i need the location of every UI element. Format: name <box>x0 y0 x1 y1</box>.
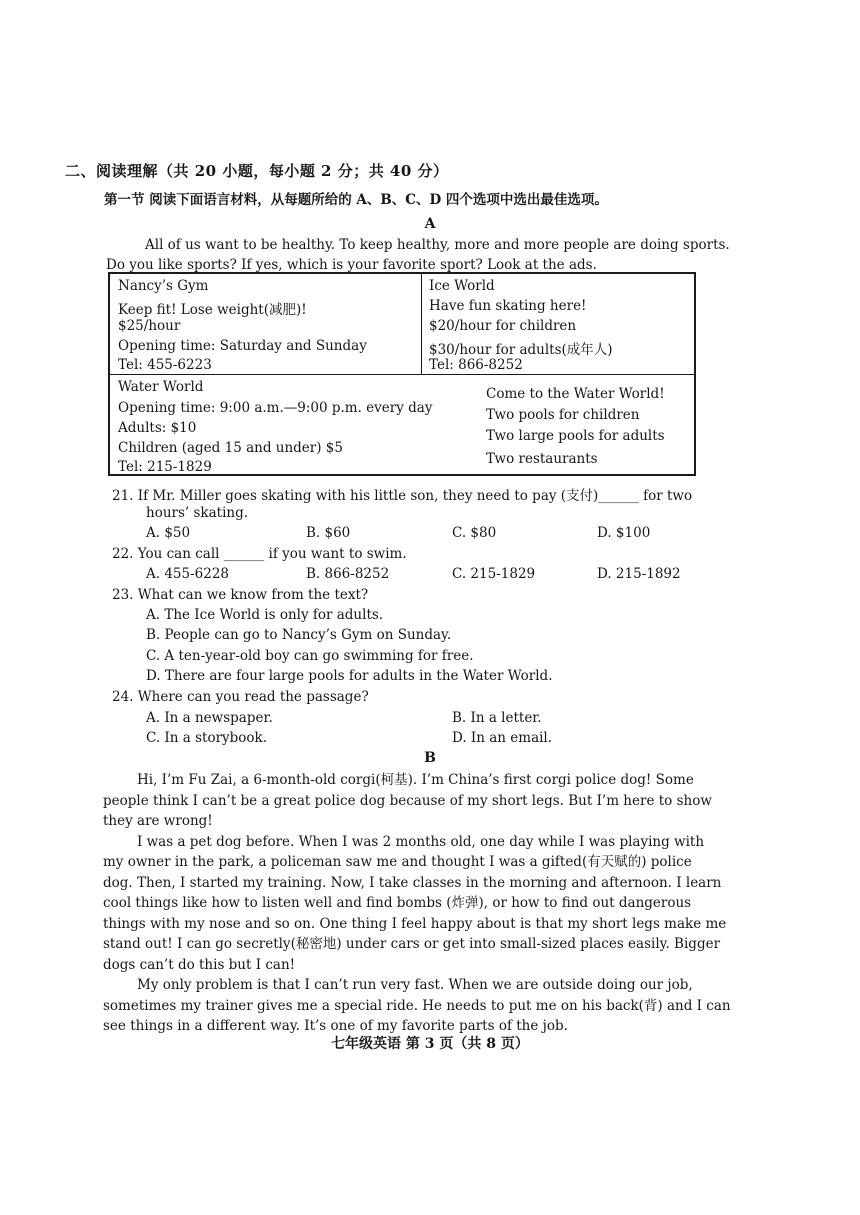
question-21-option-d[interactable]: D. $100 <box>597 525 651 541</box>
ice-world-name: Ice World <box>429 278 495 294</box>
water-world-slogan: Come to the Water World! <box>486 386 665 402</box>
nancy-gym-name: Nancy’s Gym <box>118 278 209 294</box>
passage-a-intro-1: All of us want to be healthy. To keep healthy, more and more people are doing sports. <box>145 237 730 253</box>
question-21-option-c[interactable]: C. $80 <box>452 525 497 541</box>
passage-b-line-3: they are wrong! <box>103 813 213 829</box>
question-22-option-a[interactable]: A. 455-6228 <box>146 566 230 582</box>
question-24-option-b[interactable]: B. In a letter. <box>452 710 542 726</box>
question-21-stem: 21. If Mr. Miller goes skating with his little son, they need to pay (支付)______ for two <box>112 488 693 504</box>
passage-b-line-10: dogs can’t do this but I can! <box>103 957 296 973</box>
passage-b-line-5: my owner in the park, a policeman saw me and thought I was a gifted(有天赋的) police <box>103 854 692 870</box>
water-world-restaurants: Two restaurants <box>486 451 598 467</box>
water-world-tel: Tel: 215-1829 <box>118 459 212 475</box>
question-23-option-b[interactable]: B. People can go to Nancy’s Gym on Sunday. <box>146 627 452 643</box>
ice-world-child-price: $20/hour for children <box>429 318 577 334</box>
page-footer: 七年级英语 第 3 页（共 8 页） <box>331 1036 529 1052</box>
question-23-option-a[interactable]: A. The Ice World is only for adults. <box>146 607 384 623</box>
question-22-option-c[interactable]: C. 215-1829 <box>452 566 536 582</box>
passage-a-intro-2: Do you like sports? If yes, which is your favorite sport? Look at the ads. <box>106 257 597 273</box>
question-24-stem: 24. Where can you read the passage? <box>112 689 369 705</box>
passage-b-line-1: Hi, I’m Fu Zai, a 6-month-old corgi(柯基). I’m China’s first corgi police dog! Some <box>137 772 694 788</box>
passage-b-line-11: My only problem is that I can’t run very fast. When we are outside doing our job, <box>137 977 693 993</box>
passage-b-line-4: I was a pet dog before. When I was 2 months old, one day while I was playing with <box>137 834 705 850</box>
water-world-adult-price: Adults: $10 <box>118 420 197 436</box>
nancy-gym-slogan: Keep fit! Lose weight(减肥)! <box>118 302 307 318</box>
question-21-option-b[interactable]: B. $60 <box>306 525 351 541</box>
question-21-option-a[interactable]: A. $50 <box>146 525 191 541</box>
question-23-stem: 23. What can we know from the text? <box>112 587 369 603</box>
question-22-option-d[interactable]: D. 215-1892 <box>597 566 681 582</box>
nancy-gym-tel: Tel: 455-6223 <box>118 357 212 373</box>
section-title: 二、阅读理解（共 20 小题，每小题 2 分；共 40 分） <box>65 162 449 180</box>
question-22-option-b[interactable]: B. 866-8252 <box>306 566 390 582</box>
ads-divider-vertical <box>421 274 422 374</box>
water-world-name: Water World <box>118 379 204 395</box>
water-world-adult-pools: Two large pools for adults <box>486 428 665 444</box>
question-22-stem: 22. You can call ______ if you want to swim. <box>112 546 407 562</box>
passage-a-heading: A <box>424 216 436 232</box>
question-21-stem-cont: hours’ skating. <box>146 505 249 521</box>
question-23-option-c[interactable]: C. A ten-year-old boy can go swimming for free. <box>146 648 474 664</box>
nancy-gym-price: $25/hour <box>118 318 181 334</box>
instruction: 第一节 阅读下面语言材料，从每题所给的 A、B、C、D 四个选项中选出最佳选项。 <box>104 192 608 208</box>
passage-b-line-12: sometimes my trainer gives me a special ride. He needs to put me on his back(背) and I can <box>103 998 731 1014</box>
ice-world-adult-price: $30/hour for adults(成年人) <box>429 342 613 358</box>
ads-table <box>108 272 696 476</box>
water-world-child-price: Children (aged 15 and under) $5 <box>118 440 343 456</box>
passage-b-line-13: see things in a different way. It’s one of my favorite parts of the job. <box>103 1018 568 1034</box>
passage-b-line-7: cool things like how to listen well and find bombs (炸弹), or how to find out dangerous <box>103 895 692 911</box>
question-24-option-d[interactable]: D. In an email. <box>452 730 553 746</box>
passage-b-line-8: things with my nose and so on. One thing I feel happy about is that my short legs make me <box>103 916 727 932</box>
passage-b-heading: B <box>424 750 436 766</box>
ads-divider-horizontal <box>110 374 694 375</box>
question-24-option-c[interactable]: C. In a storybook. <box>146 730 268 746</box>
nancy-gym-hours: Opening time: Saturday and Sunday <box>118 338 367 354</box>
question-23-option-d[interactable]: D. There are four large pools for adults in the Water World. <box>146 668 553 684</box>
passage-b-line-9: stand out! I can go secretly(秘密地) under cars or get into small-sized places easily. Bigger <box>103 936 721 952</box>
passage-b-line-2: people think I can’t be a great police dog because of my short legs. But I’m here to show <box>103 793 712 809</box>
ice-world-slogan: Have fun skating here! <box>429 298 587 314</box>
passage-b-line-6: dog. Then, I started my training. Now, I take classes in the morning and afternoon. I learn <box>103 875 722 891</box>
water-world-child-pools: Two pools for children <box>486 407 640 423</box>
water-world-hours: Opening time: 9:00 a.m.—9:00 p.m. every day <box>118 400 433 416</box>
ice-world-tel: Tel: 866-8252 <box>429 357 523 373</box>
question-24-option-a[interactable]: A. In a newspaper. <box>146 710 273 726</box>
